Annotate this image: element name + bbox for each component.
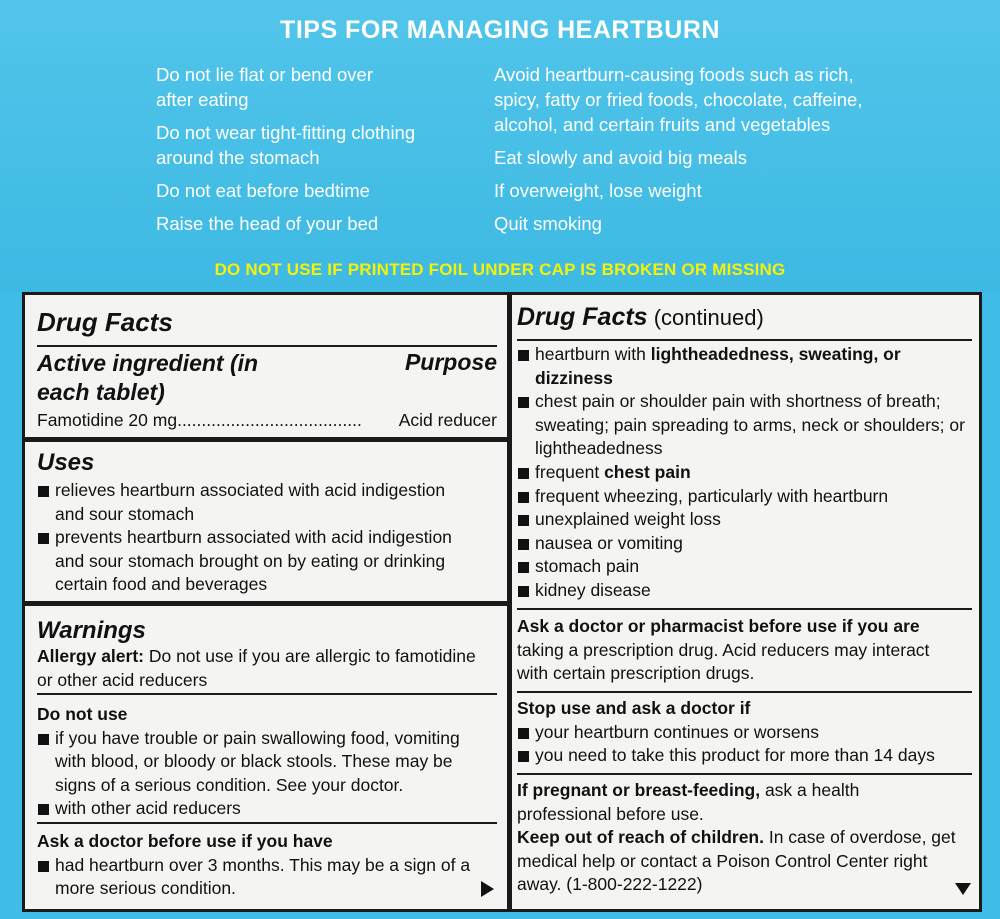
- divider: [517, 773, 972, 775]
- purpose-heading: Purpose: [404, 349, 497, 375]
- do-not-use-item: if you have trouble or pain swallowing food, vomiting with blood, or bloody or black stools. These may be signs of a serious condition. See your doctor.: [37, 727, 495, 798]
- pregnancy-text: If pregnant or breast-feeding, ask a health professional before use.: [517, 780, 860, 824]
- divider: [37, 822, 497, 824]
- ask-doctor-heading: Ask a doctor before use if you have: [37, 831, 333, 851]
- section-divider: [25, 437, 507, 442]
- allergy-alert: [37, 645, 492, 692]
- uses-heading: Uses: [37, 449, 95, 476]
- do-not-use-section: [37, 703, 497, 821]
- pharmacist-text: Ask a doctor or pharmacist before use if you are taking a prescription drug. Acid reducers may interact with certain prescription drugs.: [517, 616, 930, 684]
- children-text: Keep out of reach of children. In case of overdose, get medical help or contact a Poison Control Center right away. (1-800-222-1222): [517, 827, 956, 895]
- continue-down-arrow-icon: [955, 883, 971, 895]
- tip-item: Do not eat before bedtime: [156, 180, 370, 201]
- condition-item: frequent wheezing, particularly with heartburn: [517, 485, 972, 509]
- ask-doctor-section: [37, 830, 497, 901]
- allergy-label: Allergy alert:: [37, 646, 144, 666]
- tips-left-column: [156, 62, 456, 244]
- stop-use-section: [517, 697, 972, 768]
- warnings-section: [37, 617, 497, 692]
- ask-doctor-item: had heartburn over 3 months. This may be a sign of a more serious condition.: [37, 854, 495, 901]
- foil-warning: DO NOT USE IF PRINTED FOIL UNDER CAP IS BROKEN OR MISSING: [214, 260, 786, 279]
- ingredient-dots: ......................................: [177, 410, 362, 430]
- divider: [517, 608, 972, 610]
- condition-item: heartburn with lightheadedness, sweating, or dizziness: [517, 343, 955, 390]
- uses-item: relieves heartburn associated with acid indigestion and sour stomach: [37, 479, 475, 526]
- tip-item: Do not lie flat or bend over after eating: [156, 64, 373, 110]
- children-label: Keep out of reach of children.: [517, 827, 764, 848]
- condition-item: kidney disease: [517, 579, 972, 603]
- drug-facts-title: Drug Facts: [37, 307, 173, 337]
- ingredient-purpose: Acid reducer: [398, 410, 497, 430]
- stop-use-item: your heartburn continues or worsens: [517, 721, 972, 745]
- ingredient-row: [37, 409, 497, 433]
- condition-item: chest pain or shoulder pain with shortness of breath; sweating; pain spreading to arms, neck or shoulders; or lightheadedness: [517, 390, 980, 461]
- column-divider: [507, 295, 512, 909]
- ingredient-name: Famotidine 20 mg: [37, 410, 178, 430]
- divider: [37, 693, 497, 695]
- drug-facts-title-continued: Drug Facts: [517, 303, 648, 331]
- divider: [37, 345, 497, 347]
- tip-item: Do not wear tight-fitting clothing around the stomach: [156, 122, 416, 168]
- condition-item: unexplained weight loss: [517, 508, 972, 532]
- tip-item: Avoid heartburn-causing foods such as rich, spicy, fatty or fried foods, chocolate, caffeine, alcohol, and certain fruits and vegetables: [494, 64, 863, 135]
- pregnancy-section: [517, 779, 972, 897]
- tips-title: TIPS FOR MANAGING HEARTBURN: [280, 16, 720, 44]
- tip-item: Raise the head of your bed: [156, 213, 379, 234]
- do-not-use-heading: Do not use: [37, 704, 128, 724]
- tips-right-column: [494, 62, 914, 244]
- tip-item: Eat slowly and avoid big meals: [494, 147, 747, 168]
- stop-use-heading: Stop use and ask a doctor if: [517, 698, 751, 718]
- tips-banner: [0, 0, 1000, 292]
- allergy-text: Do not use if you are allergic to famotidine or other acid reducers: [37, 646, 476, 690]
- active-ingredient-section: [37, 349, 497, 433]
- pharmacist-section: [517, 615, 972, 686]
- active-ingredient-heading: Active ingredient (in each tablet): [37, 350, 259, 405]
- condition-item: frequent chest pain: [517, 461, 972, 485]
- continued-label: (continued): [647, 305, 764, 330]
- do-not-use-item: with other acid reducers: [37, 797, 497, 821]
- divider: [517, 691, 972, 693]
- continue-arrow-icon: [481, 881, 494, 897]
- uses-section: [37, 449, 497, 597]
- drug-facts-right-header: [517, 303, 972, 332]
- warnings-heading: Warnings: [37, 617, 146, 644]
- condition-item: nausea or vomiting: [517, 532, 972, 556]
- drug-facts-left-header: [37, 307, 497, 338]
- condition-item: stomach pain: [517, 555, 972, 579]
- pregnancy-label: If pregnant or breast-feeding,: [517, 780, 761, 800]
- stop-use-item: you need to take this product for more than 14 days: [517, 744, 972, 768]
- section-divider: [25, 601, 507, 606]
- divider: [517, 339, 972, 341]
- drug-facts-panel: [22, 292, 982, 912]
- tip-item: If overweight, lose weight: [494, 180, 702, 201]
- ask-doctor-continued-list: [517, 343, 972, 603]
- pharmacist-heading: Ask a doctor or pharmacist before use if you are: [517, 616, 920, 636]
- uses-item: prevents heartburn associated with acid indigestion and sour stomach brought on by eating or drinking certain food and beverages: [37, 526, 485, 597]
- tip-item: Quit smoking: [494, 213, 602, 234]
